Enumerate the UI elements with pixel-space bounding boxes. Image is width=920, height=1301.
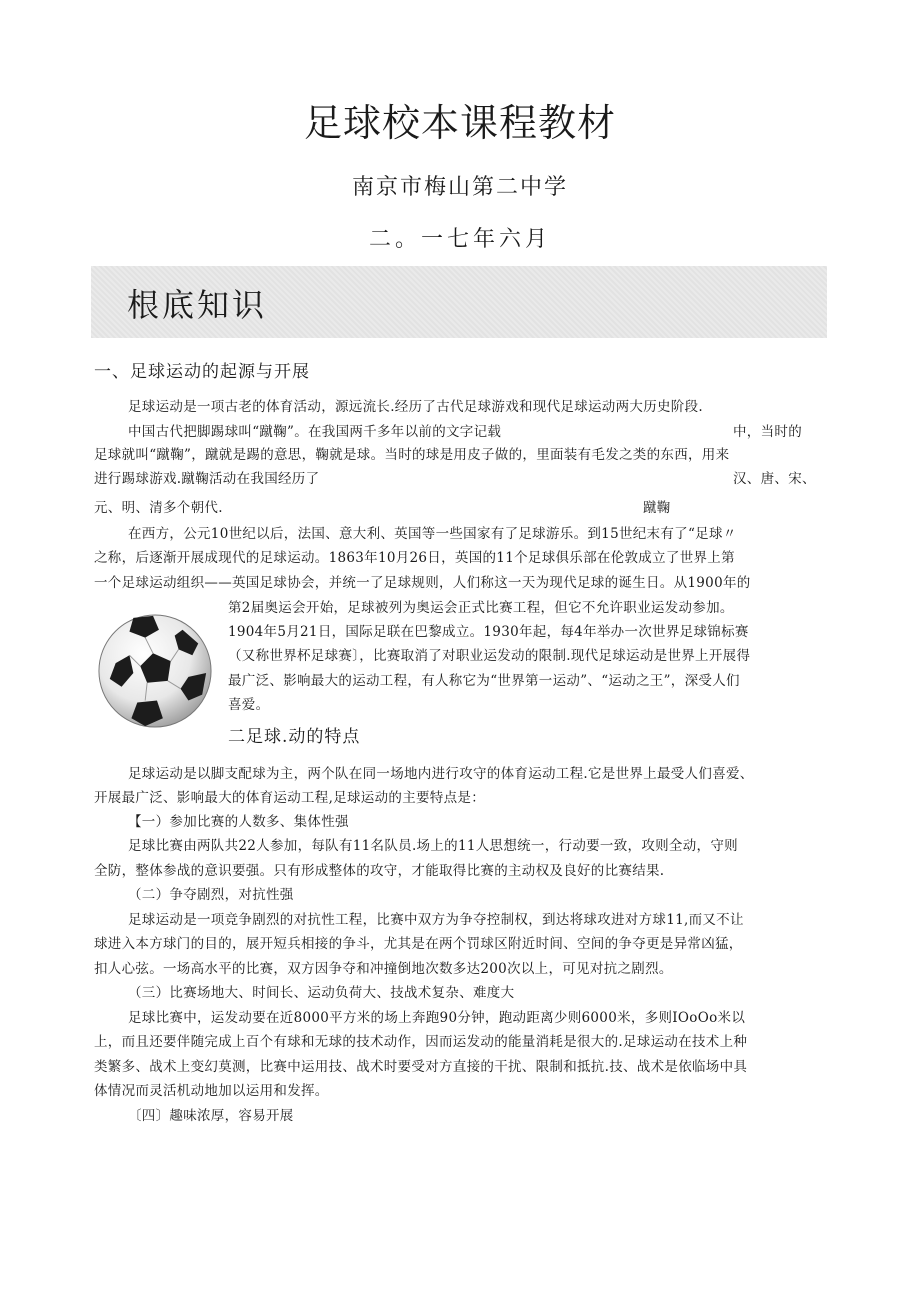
soccer-ball-image	[96, 612, 214, 730]
paragraph-line: 之称，后逐渐开展成现代的足球运动。1863年10月26日，英国的11个足球俱乐部在伦敦成立了世界上第	[94, 550, 735, 566]
image-caption: 蹴鞠	[643, 500, 671, 516]
paragraph-line: 汉、唐、宋、	[733, 471, 816, 487]
paragraph-line: 喜爱。	[228, 697, 270, 713]
paragraph-line: 足球运动是以脚支配球为主，两个队在同一场地内进行攻守的体育运动工程.它是世界上最受人们喜爱、	[128, 766, 754, 782]
paragraph-line: 元、明、清多个朝代.	[94, 500, 223, 516]
section-1-heading: 一、足球运动的起源与开展	[94, 362, 310, 382]
paragraph-line: 中国古代把脚踢球叫“蹴鞠”。在我国两千多年以前的文字记载	[128, 424, 502, 440]
paragraph-line: 上，而且还要伴随完成上百个有球和无球的技术动作，因而运发动的能量消耗是很大的.足球运动在技术上种	[94, 1034, 748, 1050]
subheading: （三）比赛场地大、时间长、运动负荷大、技战术复杂、难度大	[128, 985, 515, 1001]
paragraph-line: （又称世界杯足球赛〕，比赛取消了对职业运发动的限制.现代足球运动是世界上开展得	[228, 648, 751, 664]
paragraph-line: 进行踢球游戏.蹴鞠活动在我国经历了	[94, 471, 320, 487]
section-banner	[91, 266, 827, 338]
paragraph-line: 中，当时的	[733, 424, 802, 440]
section-2-heading: 二足球.动的特点	[228, 727, 361, 747]
paragraph-line: 扣人心弦。一场高水平的比赛，双方因争夺和冲撞倒地次数多达200次以上，可见对抗之剧烈。	[94, 961, 673, 977]
banner-title: 根底知识	[127, 286, 268, 324]
paragraph-line: 足球运动是一项竞争剧烈的对抗性工程，比赛中双方为争夺控制权，到达将球攻进对方球11,而又不让	[128, 912, 744, 928]
paragraph-line: 开展最广泛、影响最大的体育运动工程,足球运动的主要特点是：	[94, 790, 485, 806]
paragraph-line: 在西方，公元10世纪以后，法国、意大利、英国等一些国家有了足球游乐。到15世纪末有了“足球〃	[128, 526, 737, 542]
subheading: （二）争夺剧烈，对抗性强	[128, 887, 294, 903]
publish-date: 二。一七年六月	[368, 227, 551, 252]
subheading: 【一）参加比赛的人数多、集体性强	[128, 814, 349, 830]
school-name: 南京市梅山第二中学	[351, 175, 568, 200]
paragraph-line: 最广泛、影响最大的运动工程，有人称它为“世界第一运动”、“运动之王”，深受人们	[228, 673, 740, 689]
paragraph-line: 足球就叫“蹴鞠”，蹴就是踢的意思，鞠就是球。当时的球是用皮子做的，里面装有毛发之类的东西，用来	[94, 447, 730, 463]
paragraph-line: 球进入本方球门的目的，展开短兵相接的争斗，尤其是在两个罚球区附近时间、空间的争夺更是异常凶猛，	[94, 936, 743, 952]
paragraph-line: 足球比赛中，运发动要在近8000平方米的场上奔跑90分钟，跑动距离少则6000米，多则IOoOo米以	[128, 1010, 746, 1026]
subheading: 〔四〕趣味浓厚，容易开展	[128, 1108, 294, 1124]
document-title: 足球校本课程教材	[303, 101, 616, 145]
paragraph-line: 一个足球运动组织——英国足球协会，并统一了足球规则，人们称这一天为现代足球的诞生日。从1900年的	[94, 575, 751, 591]
paragraph-line: 足球比赛由两队共22人参加，每队有11名队员.场上的11人思想统一，行动要一致，攻则全动，守则	[128, 838, 738, 854]
paragraph-line: 足球运动是一项古老的体育活动，源远流长.经历了古代足球游戏和现代足球运动两大历史阶段.	[128, 399, 703, 415]
paragraph-line: 类繁多、战术上变幻莫测，比赛中运用技、战术时要受对方直接的干扰、限制和抵抗.技、战术是依临场中具	[94, 1059, 748, 1075]
paragraph-line: 1904年5月21日，国际足联在巴黎成立。1930年起，每4年举办一次世界足球锦标赛	[228, 624, 749, 640]
paragraph-line: 全防，整体参战的意识要强。只有形成整体的攻守，才能取得比赛的主动权及良好的比赛结果.	[94, 863, 665, 879]
paragraph-line: 第2届奥运会开始，足球被列为奥运会正式比赛工程，但它不允许职业运发动参加。	[228, 600, 734, 616]
paragraph-line: 体情况而灵活机动地加以运用和发挥。	[94, 1083, 329, 1099]
